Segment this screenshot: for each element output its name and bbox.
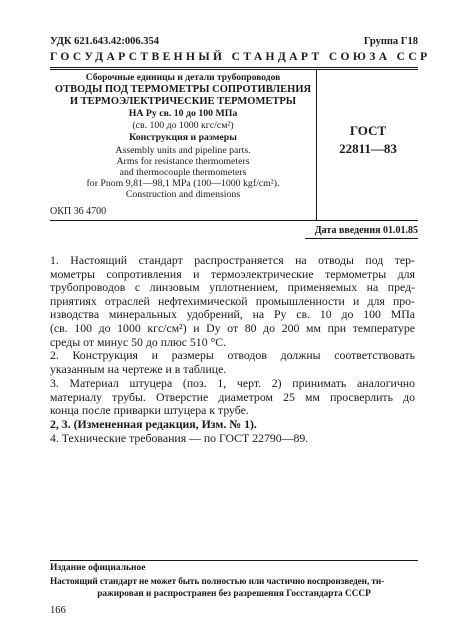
- title-block-rule-bottom: [50, 220, 418, 221]
- p1-line: мометры сопротивления и термоэлектрические термометры для: [50, 266, 415, 281]
- p1-line: среды от минус 50 до плюс 510 °С.: [50, 334, 227, 349]
- title-line-3: И ТЕРМОЭЛЕКТРИЧЕСКИЕ ТЕРМОМЕТРЫ: [69, 96, 297, 107]
- paragraph-2: [50, 349, 415, 376]
- title-line-5: (св. 100 до 1000 кгс/см²): [132, 120, 234, 131]
- header-rule-top-double: [50, 69, 418, 70]
- title-en-line-1: Assembly units and pipeline parts.: [115, 145, 251, 156]
- copyright-notice-line-2: ражирован и распространен без разрешения Госстандарта СССР: [97, 589, 371, 599]
- title-line-2: ОТВОДЫ ПОД ТЕРМОМЕТРЫ СОПРОТИВЛЕНИЯ: [54, 84, 312, 95]
- p1-line: приятиях отраслей нефтехимической промышленности и для про-: [50, 293, 415, 308]
- page-number: 166: [50, 605, 66, 616]
- p1-line: трубопроводов с линзовым уплотнением, применяемых на пред-: [50, 280, 415, 295]
- title-line-4: НА Py св. 10 до 100 МПа: [128, 108, 238, 119]
- title-en-line-3: and thermocouple thermometers: [119, 167, 247, 178]
- group-code: Группа Г18: [363, 36, 418, 47]
- paragraph-3: [50, 377, 415, 418]
- p2-line: указанным на чертеже и в таблице.: [50, 361, 227, 376]
- p3-line: конца после приварки штуцера к трубе.: [50, 403, 249, 418]
- title-en-line-2: Arms for resistance thermometers: [116, 156, 250, 167]
- copyright-notice-line-1: Настоящий стандарт не может быть полностью или частично воспроизведен, ти-: [50, 577, 385, 587]
- paragraph-1: [50, 254, 415, 349]
- introduction-date: Дата введения 01.01.85: [314, 225, 418, 236]
- title-line-6: Конструкция и размеры: [129, 132, 237, 143]
- gost-number: 22811—83: [339, 141, 397, 156]
- p5-line: 4. Технические требования — по ГОСТ 22790—89.: [50, 431, 309, 445]
- p1-line: (св. 100 до 1000 кгс/см²) и Dy от 80 до 200 мм при температуре: [50, 320, 415, 335]
- paragraph-4: [50, 418, 415, 432]
- gost-label: ГОСТ: [349, 123, 387, 138]
- p1-line: 1. Настоящий стандарт распространяется на отводы под тер-: [50, 253, 415, 267]
- p4-line: 2, 3. (Измененная редакция, Изм. № 1).: [50, 417, 257, 431]
- date-underline: [305, 238, 418, 239]
- edition-label: Издание официальное: [50, 563, 146, 573]
- title-line-1: Сборочные единицы и детали трубопроводов: [85, 73, 281, 83]
- p2-line: 2. Конструкция и размеры отводов должны соответствовать: [50, 348, 415, 362]
- standard-title: ГОСУДАРСТВЕННЫЙ СТАНДАРТ СОЮЗА ССР: [50, 51, 431, 63]
- okp-code: ОКП 36 4700: [50, 206, 107, 217]
- p1-line: изводства минеральных удобрений, на Py св. 10 до 100 МПа: [50, 307, 415, 322]
- p3-line: 3. Материал штуцера (поз. 1, черт. 2) принимать аналогично: [50, 376, 415, 390]
- p3-line: материалу трубы. Отверстие диаметром 25 мм просверлить до: [50, 389, 415, 404]
- title-block-divider: [316, 70, 317, 220]
- paragraph-5: [50, 432, 415, 446]
- title-en-line-5: Construction and dimensions: [125, 189, 241, 200]
- title-en-line-4: for Pnom 9,81—98,1 MPa (100—1000 kgf/cm²).: [86, 178, 280, 189]
- footer-rule: [50, 560, 418, 561]
- header-rule-top: [50, 67, 418, 68]
- udk-code: УДК 621.643.42:006.354: [50, 36, 159, 47]
